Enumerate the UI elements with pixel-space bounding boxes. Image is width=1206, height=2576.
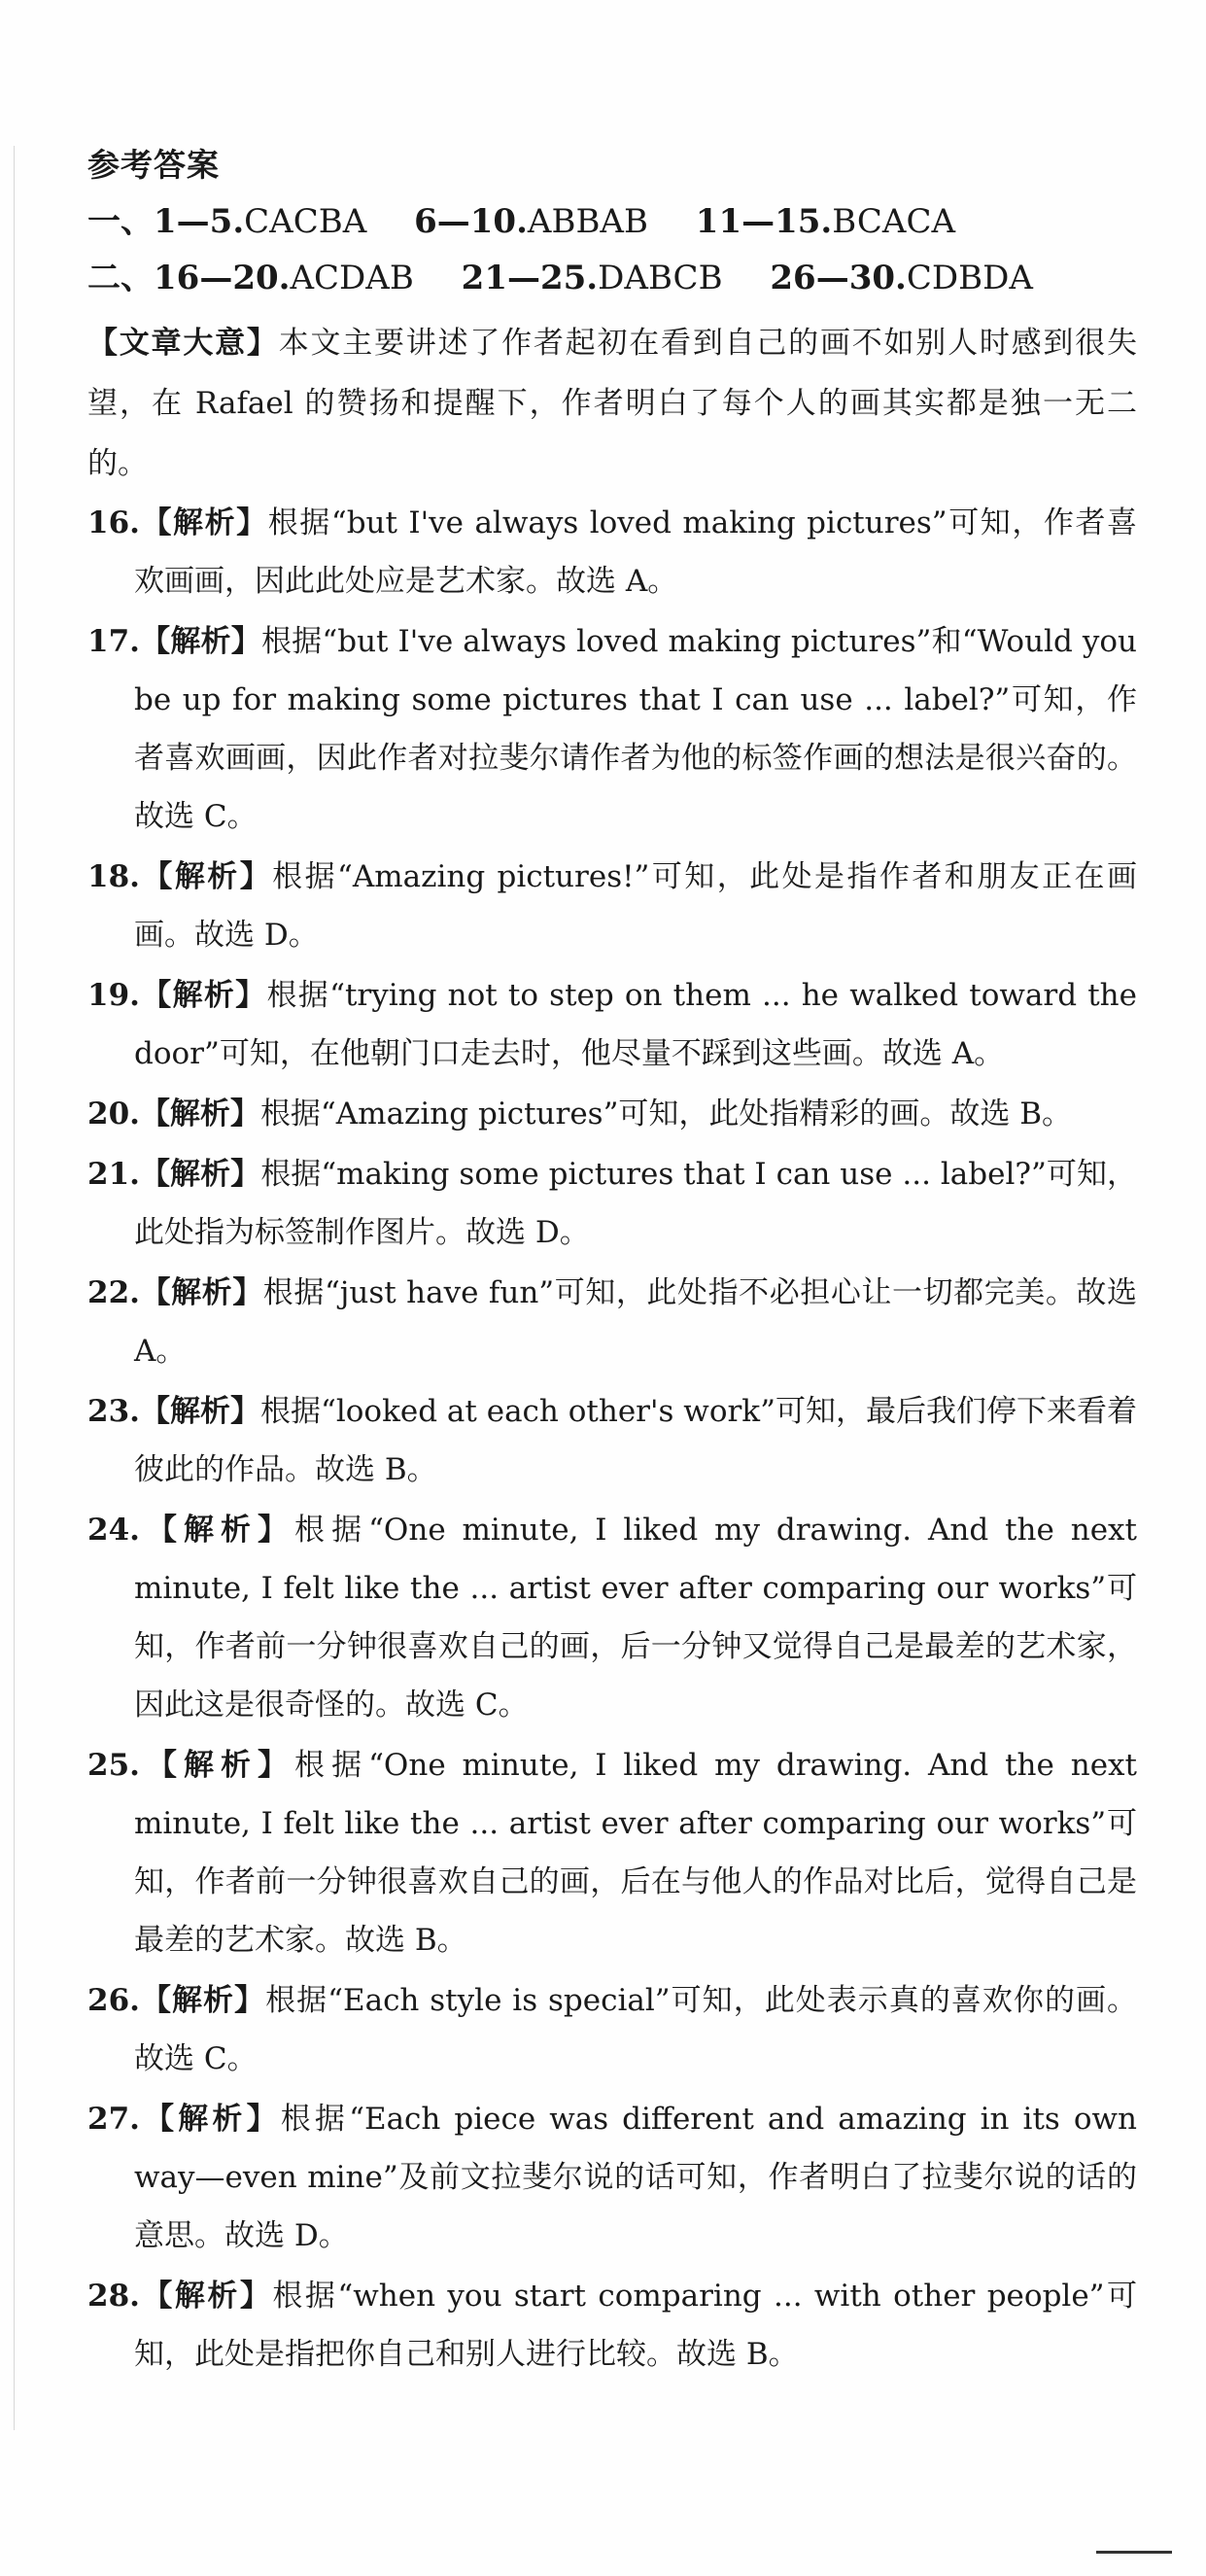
analysis-tag: 【解析】 xyxy=(139,978,267,1013)
analysis-tag: 【解析】 xyxy=(139,1513,295,1548)
answer-row-2 xyxy=(87,257,1137,299)
answer-group xyxy=(87,202,366,241)
analysis-item xyxy=(87,1085,1137,1143)
answer-group xyxy=(770,259,1033,297)
summary-text: 本文主要讲述了作者起初在看到自己的画不如别人时感到很失望，在 Rafael 的赞扬和提醒下，作者明白了每个人的画其实都是独一无二的。 xyxy=(87,326,1137,481)
analysis-item xyxy=(87,2090,1137,2265)
analysis-item xyxy=(87,1145,1137,1262)
question-number: 19. xyxy=(87,978,140,1013)
analysis-tag: 【解析】 xyxy=(139,2279,273,2314)
analysis-item xyxy=(87,1264,1137,1380)
analysis-item xyxy=(87,1736,1137,1969)
question-number: 20. xyxy=(87,1097,140,1131)
analysis-tag: 【解析】 xyxy=(139,859,273,894)
analysis-item xyxy=(87,848,1137,964)
analysis-item xyxy=(87,612,1137,846)
question-number: 24. xyxy=(87,1513,140,1548)
question-number: 27. xyxy=(87,2102,140,2137)
analysis-text: 根据“Each style is special”可知，此处表示真的喜欢你的画。故选 C。 xyxy=(134,1983,1137,2076)
analysis-text: 根据“looked at each other's work”可知，最后我们停下来看着彼此的作品。故选 B。 xyxy=(134,1394,1138,1487)
article-summary xyxy=(87,313,1137,494)
answer-letters: CACBA xyxy=(244,202,367,241)
answer-range: 一、1—5. xyxy=(87,202,245,241)
analysis-text: 根据“Amazing pictures”可知，此处指精彩的画。故选 B。 xyxy=(259,1097,1073,1131)
analysis-text: 根据“Each piece was different and amazing in its own way—even mine”及前文拉斐尔说的话可知，作者明白了拉斐尔说的话的意思。故选 D。 xyxy=(134,2102,1138,2253)
question-number: 26. xyxy=(87,1983,140,2018)
answer-group xyxy=(462,259,723,297)
analysis-tag: 【解析】 xyxy=(139,1275,263,1310)
question-number: 22. xyxy=(87,1275,140,1310)
answer-group xyxy=(414,202,648,241)
answer-range: 26—30. xyxy=(770,259,907,297)
answer-letters: ABBAB xyxy=(527,202,648,241)
answer-letters: DABCB xyxy=(598,259,723,297)
answer-content xyxy=(87,146,1137,2385)
analysis-tag: 【解析】 xyxy=(139,505,268,540)
page-title: 参考答案 xyxy=(87,146,220,184)
question-number: 21. xyxy=(87,1157,140,1192)
analysis-item xyxy=(87,966,1137,1083)
answer-letters: BCACA xyxy=(832,202,956,241)
analysis-list xyxy=(87,494,1137,2384)
analysis-text: 根据“when you start comparing ... with other people”可知，此处是指把你自己和别人进行比较。故选 B。 xyxy=(134,2279,1138,2372)
analysis-text: 根据“making some pictures that I can use ... label?”可知，此处指为标签制作图片。故选 D。 xyxy=(134,1157,1137,1250)
analysis-tag: 【解析】 xyxy=(139,1157,261,1192)
analysis-text: 根据“One minute, I liked my drawing. And the next minute, I felt like the ... artist ever after comparing our works”可知，作者前一分钟很喜欢自己的画，后一分钟又觉得自己是最差的艺术家，因此这是很奇怪的。故选 C。 xyxy=(134,1513,1137,1723)
answer-letters: ACDAB xyxy=(290,259,414,297)
answer-group xyxy=(87,259,414,297)
question-number: 18. xyxy=(87,859,140,894)
answer-range: 二、16—20. xyxy=(87,259,291,297)
question-number: 23. xyxy=(87,1394,140,1429)
analysis-item xyxy=(87,494,1137,610)
analysis-tag: 【解析】 xyxy=(139,1394,260,1429)
question-number: 28. xyxy=(87,2279,140,2314)
answer-range: 11—15. xyxy=(695,202,833,241)
left-margin-line xyxy=(14,146,15,2430)
analysis-item xyxy=(87,1971,1137,2088)
answer-letters: CDBDA xyxy=(906,259,1033,297)
analysis-tag: 【解析】 xyxy=(139,1097,260,1131)
analysis-tag: 【解析】 xyxy=(139,1748,295,1783)
analysis-item xyxy=(87,2267,1137,2384)
analysis-text: 根据“One minute, I liked my drawing. And the next minute, I felt like the ... artist ever after comparing our works”可知，作者前一分钟很喜欢自己的画，后在与他人的作品对比后，觉得自己是最差的艺术家。故选 B。 xyxy=(134,1748,1137,1958)
summary-tag: 【文章大意】 xyxy=(87,326,279,361)
analysis-text: 根据“Amazing pictures!”可知，此处是指作者和朋友正在画画。故选 D。 xyxy=(134,859,1137,953)
question-number: 16. xyxy=(87,505,140,540)
footer-bar xyxy=(1096,2551,1172,2554)
analysis-item xyxy=(87,1501,1137,1734)
analysis-text: 根据“but I've always loved making pictures”和“Would you be up for making some pictures that I can use ... label?”可知，作者喜欢画画，因此作者对拉斐尔请作者为他的标签作画的想法是很兴奋的。故选 C。 xyxy=(134,624,1137,834)
answer-group xyxy=(696,202,955,241)
analysis-tag: 【解析】 xyxy=(139,2102,281,2137)
answer-row-1 xyxy=(87,200,1137,243)
analysis-item xyxy=(87,1382,1137,1499)
answer-range: 21—25. xyxy=(461,259,599,297)
answer-range: 6—10. xyxy=(414,202,528,241)
analysis-tag: 【解析】 xyxy=(139,624,261,659)
analysis-tag: 【解析】 xyxy=(139,1983,266,2018)
analysis-text: 根据“just have fun”可知，此处指不必担心让一切都完美。故选 A。 xyxy=(134,1275,1137,1369)
question-number: 25. xyxy=(87,1748,140,1783)
question-number: 17. xyxy=(87,624,140,659)
analysis-text: 根据“but I've always loved making pictures”可知，作者喜欢画画，因此此处应是艺术家。故选 A。 xyxy=(134,505,1138,599)
analysis-text: 根据“trying not to step on them ... he walked toward the door”可知，在他朝门口走去时，他尽量不踩到这些画。故选 A。 xyxy=(134,978,1137,1071)
